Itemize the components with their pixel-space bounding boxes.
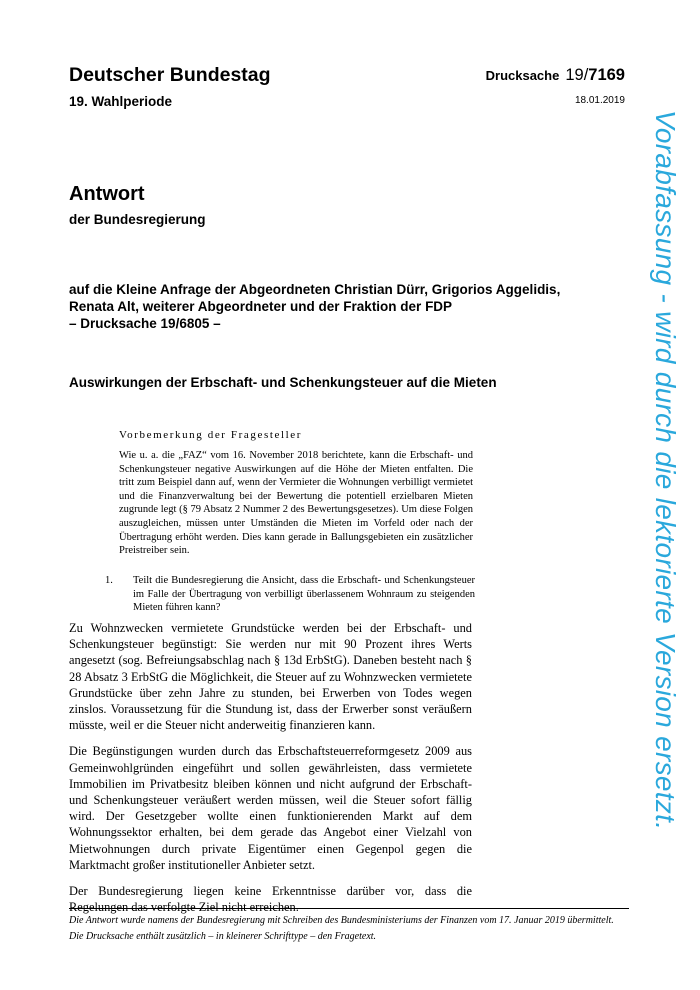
institution-name: Deutscher Bundestag <box>69 64 271 86</box>
footer-divider <box>69 908 629 909</box>
wahlperiode: 19. Wahlperiode <box>69 94 173 109</box>
anfrage-line: Renata Alt, weiterer Abgeordneter und der Fraktion der FDP <box>69 299 453 314</box>
question-text: Teilt die Bundesregierung die Ansicht, dass die Erbschaft- und Schenkungsteuer im Falle der Übertragung von verbilligt überlassenem Wohnraum zu steigenden Mieten führen kann? <box>133 575 475 614</box>
answer-paragraph: Zu Wohnzwecken vermietete Grundstücke werden bei der Erbschaft- und Schenkungsteuer begünstigt: Sie werden nur mit 90 Prozent ihres Werts angesetzt (sog. Befreiungsabschlag nach § 13d ErbStG). Daneben besteht nach § 28 Absatz 3 ErbStG die Möglichkeit, die Steuer auf zu Wohnzwecken vermietete Grundstücke über zehn Jahre zu stunden, bei Erwerben von Todes wegen zinslos. Voraussetzung für die Stundung ist, dass der Erwerber sonst veräußern müsste, weil er die Steuer nicht anderweitig finanzieren kann. <box>69 621 472 733</box>
footer-note: Die Antwort wurde namens der Bundesregierung mit Schreiben des Bundesministeriums der Finanzen vom 17. Januar 2019 übermittelt. <box>69 915 614 926</box>
answer-body <box>69 620 472 925</box>
anfrage-reference <box>69 281 629 332</box>
drucksache-number-prefix: 19/ <box>565 66 589 84</box>
document-title: Antwort <box>69 183 145 205</box>
document-date: 18.01.2019 <box>574 95 625 106</box>
question-1 <box>105 574 475 615</box>
document-topic: Auswirkungen der Erbschaft- und Schenkungsteuer auf die Mieten <box>69 375 497 390</box>
watermark-text: Vorabfassung - wird durch die lektorierte Version ersetzt. <box>650 110 681 831</box>
question-number: 1. <box>105 575 113 586</box>
document-header-right <box>440 64 625 106</box>
document-subtitle: der Bundesregierung <box>69 212 206 227</box>
answer-paragraph: Der Bundesregierung liegen keine Erkenntnisse darüber vor, dass die Regelungen das verfolgte Ziel nicht erreichen. <box>69 884 472 915</box>
vorbemerkung-text: Wie u. a. die „FAZ“ vom 16. November 2018 berichtete, kann die Erbschaft- und Schenkungsteuer negative Auswirkungen auf die Höhe der Mieten entfalten. Die tritt zum Beispiel dann auf, wenn der Vermieter die Wohnungen verbilligt vermietet und die Finanzverwaltung bei der Bewertung die potentiell erzielbaren Mieten zugrunde legt (§ 79 Absatz 2 Nummer 2 des Bewertungsgesetzes). Um diese Folgen auszugleichen, müssen unter Umständen die Mieten im Vorfeld oder nach der Übertragung erhöht werden. Dies kann gerade in Ballungsgebieten ein zusätzlicher Preistreiber sein. <box>119 450 473 557</box>
document-header-left <box>69 62 271 109</box>
drucksache-label: Drucksache <box>485 68 560 83</box>
anfrage-line: – Drucksache 19/6805 – <box>69 316 221 331</box>
draft-watermark <box>642 110 692 910</box>
anfrage-line: auf die Kleine Anfrage der Abgeordneten Christian Dürr, Grigorios Aggelidis, <box>69 282 561 297</box>
document-footer <box>69 914 629 946</box>
vorbemerkung-title: Vorbemerkung der Fragesteller <box>119 429 303 441</box>
answer-paragraph: Die Begünstigungen wurden durch das Erbschaftsteuerreformgesetz 2009 aus Gemeinwohlgründen eingeführt und sollen gewährleisten, dass vermietete Immobilien im Privatbesitz bleiben können und nicht aufgrund der Erbschaft- und Schenkungsteuer veräußert werden müssen, weil die Steuer sofort fällig wird. Der Gesetzgeber wollte einen funktionierenden Markt auf dem Wohnungssektor erhalten, bei dem gerade das Angebot einer Vielzahl von Mietwohnungen durch private Eigentümer einen Gegenpol gegen die Marktmacht großer institutioneller Anbieter setzt. <box>69 744 472 872</box>
drucksache-number: 7169 <box>588 66 625 84</box>
drucksache-id <box>440 64 625 87</box>
footer-note: Die Drucksache enthält zusätzlich – in kleinerer Schrifttype – den Fragetext. <box>69 931 377 942</box>
